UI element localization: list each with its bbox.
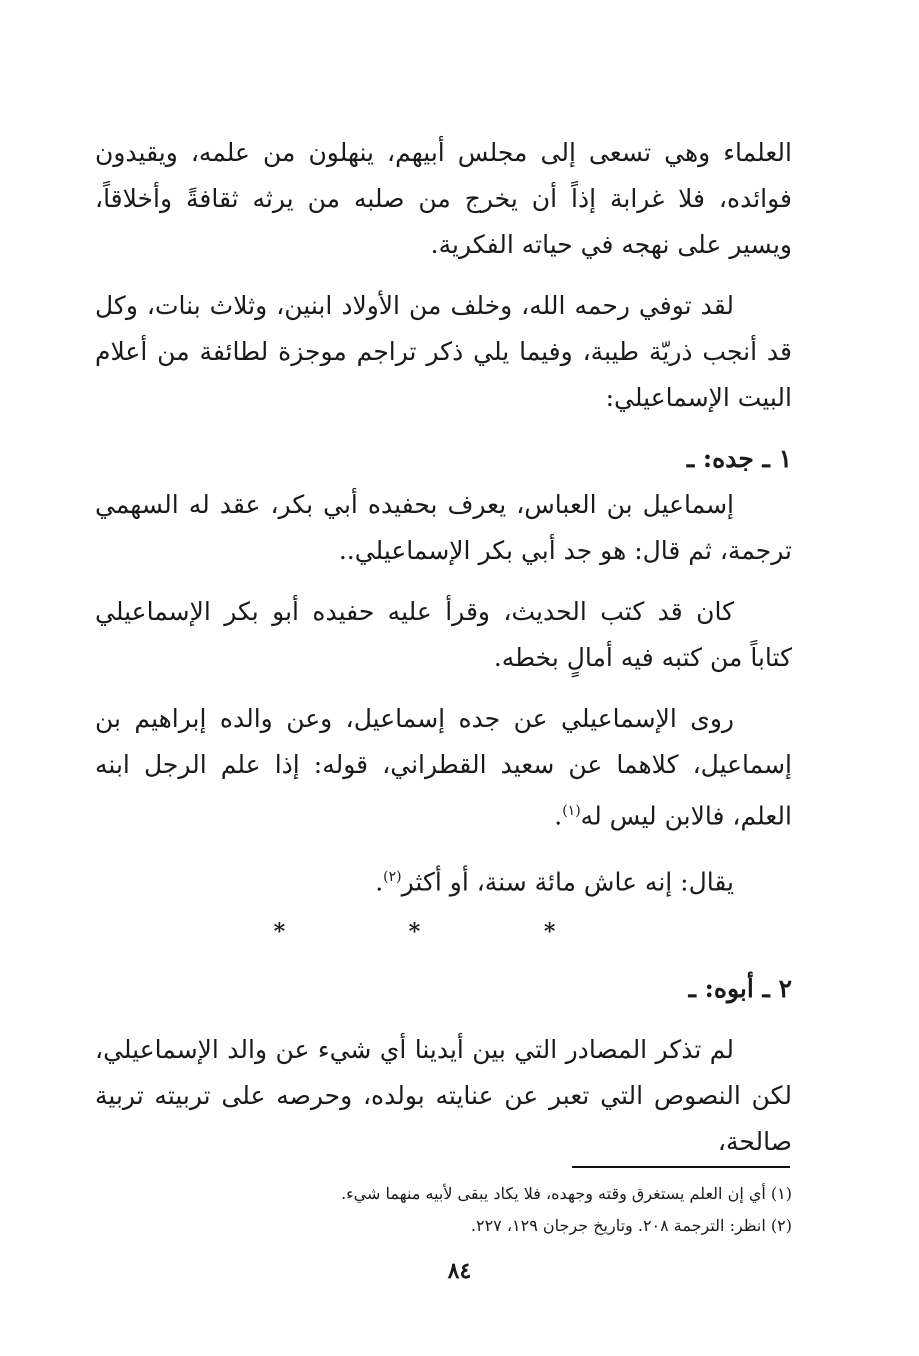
footnote-ref-2[interactable]: (٢) — [383, 869, 402, 886]
page-number: ٨٤ — [447, 1258, 472, 1284]
section-separator: * * * — [273, 918, 614, 945]
grandfather-paragraph-4 — [95, 854, 792, 905]
father-paragraph-1: لم تذكر المصادر التي بين أيدينا أي شيء عن والد الإسماعيلي، لكن النصوص التي تعبر عن عنايته بولده، وحرصه على تربيته تربية صالحة، — [95, 1034, 792, 1156]
intro-paragraph-2: لقد توفي رحمه الله، وخلف من الأولاد ابنين، وثلاث بنات، وكل قد أنجب ذريّة طيبة، وفيما يلي ذكر تراجم موجزة لطائفة من أعلام البيت الإسماعيلي: — [95, 291, 792, 412]
grandfather-paragraph-1: إسماعيل بن العباس، يعرف بحفيده أبي بكر، عقد له السهمي ترجمة، ثم قال: هو جد أبي بكر الإسماعيلي.. — [95, 490, 792, 565]
grandfather-paragraph-3 — [95, 696, 792, 839]
main-text — [95, 130, 792, 1165]
section-heading-father: ٢ ـ أبوه: ـ — [688, 973, 792, 1003]
footnote-divider — [572, 1166, 790, 1168]
paragraph-text: يقال: إنه عاش مائة سنة، أو أكثر — [401, 867, 734, 897]
paragraph-text: روى الإسماعيلي عن جده إسماعيل، وعن والده إبراهيم بن إسماعيل، كلاهما عن سعيد القطراني، قوله: إذا علم الرجل ابنه العلم، فالابن ليس له — [95, 704, 792, 831]
paragraph-end: . — [375, 867, 384, 897]
footnotes — [95, 1178, 792, 1242]
intro-paragraph-1: العلماء وهي تسعى إلى مجلس أبيهم، ينهلون من علمه، ويقيدون فوائده، فلا غرابة إذاً أن يخرج من صلبه من يرثه ثقافةً وأخلاقاً، ويسير على نهجه في حياته الفكرية. — [95, 138, 792, 259]
section-heading-grandfather: ١ ـ جده: ـ — [686, 444, 792, 473]
grandfather-paragraph-2: كان قد كتب الحديث، وقرأ عليه حفيده أبو بكر الإسماعيلي كتاباً من كتبه فيه أمالٍ بخطه. — [95, 597, 792, 672]
footnote-1: (١) أي إن العلم يستغرق وقته وجهده، فلا يكاد يبقى لأبيه منهما شيء. — [341, 1184, 792, 1203]
footnote-2: (٢) انظر: الترجمة ٢٠٨. وتاريخ جرجان ١٢٩، ٢٢٧. — [470, 1216, 792, 1235]
footnote-ref-1[interactable]: (١) — [562, 803, 581, 819]
paragraph-end: . — [554, 801, 563, 831]
